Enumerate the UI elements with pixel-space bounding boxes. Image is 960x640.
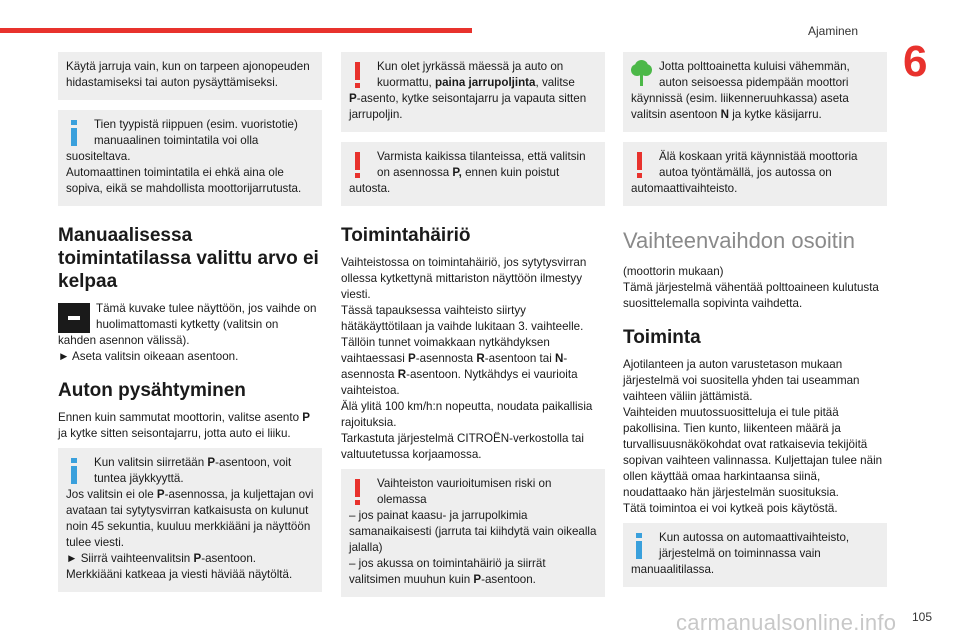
text-span: ennen kuin poistut [461, 166, 560, 179]
text-line: Tarkastuta järjestelmä CITROËN-verkostolla tai valtuutetussa korjaamossa. [341, 432, 584, 461]
text-span: -asentoon. [481, 573, 536, 586]
warning-text-rest: autosta. [349, 182, 391, 195]
top-accent-bar [0, 28, 472, 33]
text-span: -asentoon. [201, 552, 256, 565]
warning-text-rest: automaattivaihteisto. [631, 182, 738, 195]
text-span: -asennossa, ja kuljettajan ovi avataan tai sytytysvirran katkaisusta on kulunut noin 45 sekuntia, kuuluu merkkiääni ja näyttöön tulee viesti. [66, 488, 314, 549]
text-span: – jos akussa on toimintahäiriö ja siirrät valitsimen muuhun kuin [349, 557, 546, 586]
text-span: Varmista kaikissa tilanteissa, että valitsin on asennossa [377, 150, 586, 179]
bold-span: P [156, 488, 165, 501]
eco-box-fuel [623, 52, 887, 132]
info-box-manual-mode [58, 110, 322, 206]
gear-warning-rest: kahden asennon välissä). ► Aseta valitsin oikeaan asentoon. [58, 334, 239, 363]
info-icon [66, 458, 86, 484]
operation-paragraph: Ajotilanteen ja auton varustetason mukaan järjestelmä voi suositella yhden tai useamman vaihteen väliin jättämistä. Vaihteiden muutossuositteluja ei tule pitää pakollisina. Tien kunto, liikenteen määrä ja turvallisuusnäkökohdat ovat ratkaisevia tekijöitä sopivan vaihteen valinnassa. Kuljettajan tulee näin ollen käyttää omaa harkintaansa siinä, noudattaako hän järjestelmän suosituksia. Tätä toimintoa ei voi kytkeä pois käytöstä. [623, 358, 883, 515]
bold-span: P [302, 411, 310, 424]
text-span: ► Siirrä vaihteenvalitsin [66, 552, 194, 565]
chapter-number: 6 [903, 37, 928, 86]
warning-box-damage [341, 469, 605, 597]
bold-span: P [349, 92, 357, 105]
bold-span: N [720, 108, 729, 121]
warning-line [349, 556, 597, 588]
text-line [341, 335, 605, 399]
text-span: , valitse [535, 76, 575, 89]
text-line: Vaihteistossa on toimintahäiriö, jos sytytysvirran ollessa kytkettynä mittariston näyttöön ilmestyy viesti. [341, 256, 587, 301]
info-line [66, 551, 314, 567]
gear-warning-paragraph [58, 301, 322, 333]
warning-text-first [349, 59, 597, 91]
text-span: -asennosta [341, 352, 568, 381]
heading-operation: Toiminta [623, 327, 701, 348]
info-text-first: Tien tyypistä riippuen (esim. vuoristotie) manuaalinen toimintatila voi olla [94, 118, 298, 147]
watermark: carmanualsonline.info [676, 610, 897, 635]
column-1 [58, 52, 322, 602]
text-span: -asennosta [415, 352, 477, 365]
bold-span: P [473, 573, 482, 586]
gear-indicator-paragraph: (moottorin mukaan) Tämä järjestelmä vähentää polttoaineen kulutusta suosittelemalla sopivinta vaihdetta. [623, 265, 879, 310]
bold-span: R [476, 352, 485, 365]
info-icon [631, 533, 651, 559]
info-box-park [58, 448, 322, 592]
heading-malfunction: Toimintahäiriö [341, 225, 471, 246]
bold-span: paina jarrupoljinta [435, 76, 536, 89]
text-span: Tällöin tunnet voimakkaan nytkähdyksen vaihtaessasi [341, 336, 550, 365]
text-span: ja kytke käsijarru. [728, 108, 822, 121]
stopping-paragraph [58, 410, 322, 442]
text-span: -asento, kytke seisontajarru ja vapauta sitten jarrupoljin. [349, 92, 587, 121]
info-text-first [66, 455, 314, 487]
bold-span: P [193, 552, 202, 565]
warning-box-push-start [623, 142, 887, 206]
warning-text-first: Vaihteiston vaurioitumisen riski on olemassa [377, 477, 552, 506]
page-number: 105 [912, 610, 933, 624]
info-text-rest: manuaalitilassa. [631, 563, 715, 576]
bold-span: N [555, 352, 564, 365]
eco-leaf-icon [631, 60, 653, 88]
info-text-first: Kun autossa on automaattivaihteisto, järjestelmä on toiminnassa vain [659, 531, 850, 560]
warning-text-first [349, 149, 597, 181]
warning-icon [631, 152, 651, 178]
note-text: Käytä jarruja vain, kun on tarpeen ajonopeuden hidastamiseksi tai auton pysäyttämiseksi. [66, 60, 310, 89]
text-line: Älä ylitä 100 km/h:n nopeutta, noudata paikallisia rajoituksia. [341, 400, 593, 429]
warning-line: – jos painat kaasu- ja jarrupolkimia samanaikaisesti (jarruta tai kiihdytä vain oikealla jalalla) [349, 509, 597, 554]
bold-span: R [397, 368, 407, 381]
warning-icon [349, 62, 369, 88]
section-title: Ajaminen [808, 24, 859, 38]
info-icon [66, 120, 86, 146]
heading-gear-indicator: Vaihteenvaihdon osoitin [623, 228, 855, 253]
text-span: -asentoon. Nytkähdys ei vaurioita vaihteistoa. [341, 368, 578, 397]
eco-text-rest [631, 91, 879, 123]
text-line: Tässä tapauksessa vaihteisto siirtyy hätäkäyttötilaan ja vaihde lukitaan 3. vaihteelle. [341, 304, 584, 333]
gear-warning-icon [58, 303, 90, 333]
info-line [66, 487, 314, 551]
column-2 [341, 52, 605, 607]
warning-box-exit [341, 142, 605, 206]
bold-span: P [408, 352, 416, 365]
gear-warning-text: Tämä kuvake tulee näyttöön, jos vaihde on huolimattomasti kytketty (valitsin on [96, 302, 317, 331]
text-span: Kun olet jyrkässä mäessä ja auto on kuormattu, [377, 60, 564, 89]
heading-stopping: Auton pysähtyminen [58, 380, 246, 401]
text-span: ja kytke sitten seisontajarru, jotta auto ei liiku. [58, 427, 291, 440]
note-box-braking [58, 52, 322, 100]
info-line: Merkkiääni katkeaa ja viesti häviää näytöltä. [66, 568, 293, 581]
warning-icon [349, 152, 369, 178]
warning-icon [349, 479, 369, 505]
warning-text-rest [349, 91, 597, 123]
info-box-automatic [623, 523, 887, 587]
text-span: -asentoon tai [484, 352, 555, 365]
heading-invalid-value: Manuaalisessa toimintatilassa valittu arvo ei kelpaa [58, 225, 319, 292]
eco-text-first: Jotta polttoainetta kuluisi vähemmän, auton seisoessa pidempään moottori [659, 60, 850, 89]
info-text-rest: suositeltava. Automaattinen toimintatila ei ehkä aina ole sopiva, eikä se mahdollista moottorijarrutusta. [66, 150, 302, 195]
malfunction-paragraph [341, 255, 605, 463]
text-span: Kun valitsin siirretään [94, 456, 208, 469]
bold-span: P [207, 456, 216, 469]
text-span: käynnissä (esim. liikenneruuhkassa) aseta valitsin asentoon [631, 92, 849, 121]
text-span: -asentoon, voit tuntea jäykkyyttä. [94, 456, 292, 485]
column-3 [623, 52, 887, 597]
warning-box-slope [341, 52, 605, 132]
warning-text-first: Älä koskaan yritä käynnistää moottoria autoa työntämällä, jos autossa on [659, 150, 858, 179]
text-span: Ennen kuin sammutat moottorin, valitse asento [58, 411, 303, 424]
bold-span: P, [452, 166, 462, 179]
text-span: Jos valitsin ei ole [66, 488, 157, 501]
